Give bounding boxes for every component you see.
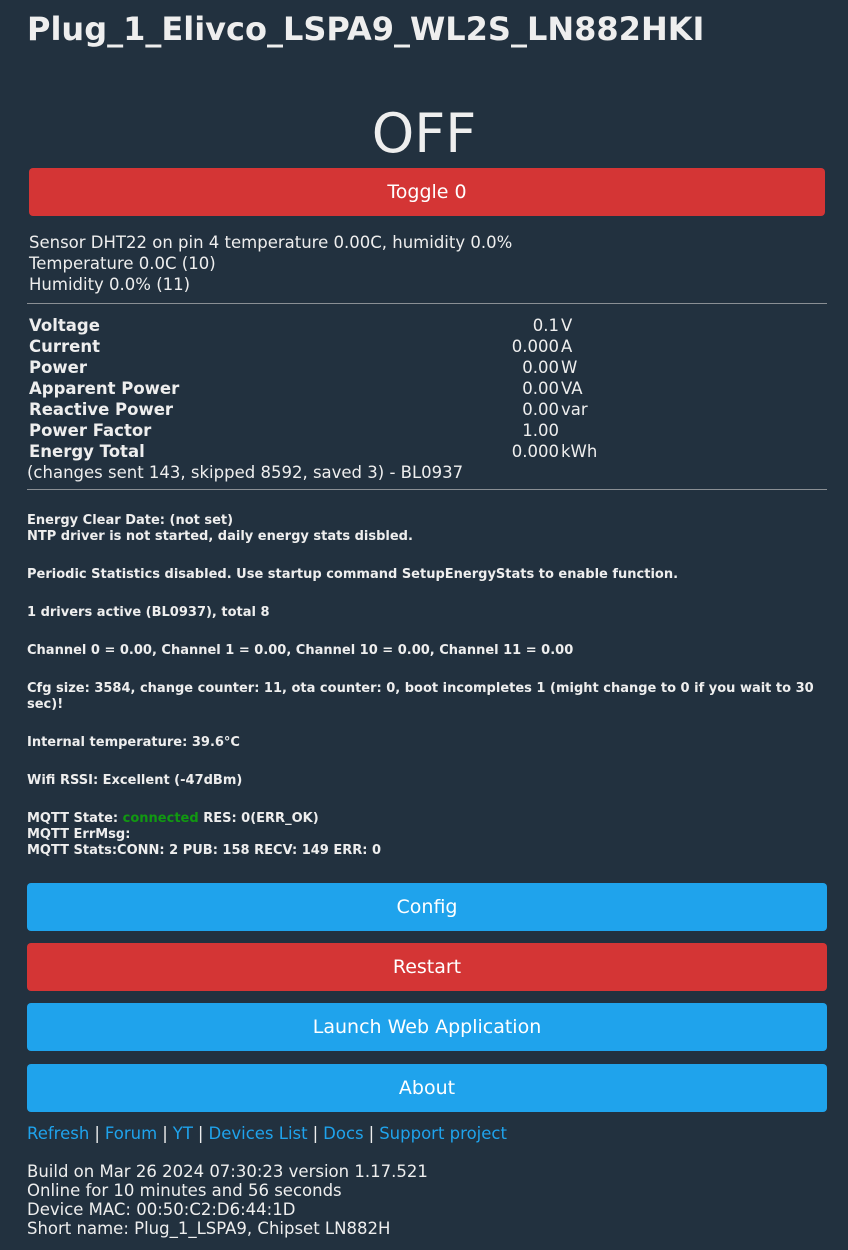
energy-label: Power Factor [29, 421, 152, 440]
link-separator: | [368, 1124, 375, 1143]
energy-table [29, 315, 729, 462]
short-name: Short name: Plug_1_LSPA9, Chipset LN882H [27, 1219, 391, 1238]
mqtt-res: RES: 0(ERR_OK) [198, 811, 319, 826]
mqtt-errmsg: MQTT ErrMsg: [27, 827, 131, 842]
mqtt-state [27, 811, 827, 827]
energy-label: Current [29, 337, 100, 356]
device-info-block [27, 513, 827, 859]
yt-link[interactable]: YT [172, 1124, 193, 1143]
launch-web-application-button[interactable]: Launch Web Application [27, 1003, 827, 1051]
relay-state-label: OFF [371, 102, 477, 165]
mqtt-connected-status: connected [122, 811, 199, 826]
divider [27, 489, 827, 490]
restart-button[interactable]: Restart [27, 943, 827, 991]
link-separator: | [312, 1124, 319, 1143]
channels-status: Channel 0 = 0.00, Channel 1 = 0.00, Channel 10 = 0.00, Channel 11 = 0.00 [27, 643, 574, 658]
uptime: Online for 10 minutes and 56 seconds [27, 1181, 342, 1200]
devices-list-link[interactable]: Devices List [208, 1124, 308, 1143]
energy-label: Power [29, 358, 87, 377]
energy-stats-note: (changes sent 143, skipped 8592, saved 3) - BL0937 [27, 463, 464, 482]
energy-label: Reactive Power [29, 400, 174, 419]
docs-link[interactable]: Docs [323, 1124, 364, 1143]
energy-value: 0.00 [522, 379, 559, 398]
energy-row-reactive-power [29, 399, 729, 420]
drivers-status: 1 drivers active (BL0937), total 8 [27, 605, 270, 620]
mqtt-state-label: MQTT State: [27, 811, 123, 826]
build-info [27, 1162, 428, 1238]
energy-value: 1.00 [522, 421, 559, 440]
internal-temperature: Internal temperature: 39.6°C [27, 735, 240, 750]
ntp-status: NTP driver is not started, daily energy stats disbled. [27, 529, 413, 544]
link-separator: | [94, 1124, 100, 1143]
mqtt-stats: MQTT Stats:CONN: 2 PUB: 158 RECV: 149 ERR: 0 [27, 843, 382, 858]
link-separator: | [162, 1124, 168, 1143]
humidity-line: Humidity 0.0% (11) [29, 275, 191, 294]
energy-unit: VA [561, 379, 583, 398]
link-separator: | [197, 1124, 204, 1143]
page-title: Plug_1_Elivco_LSPA9_WL2S_LN882HKI [27, 10, 705, 48]
divider [27, 303, 827, 304]
support-project-link[interactable]: Support project [379, 1124, 507, 1143]
energy-value: 0.000 [511, 337, 559, 356]
energy-value: 0.00 [522, 358, 559, 377]
periodic-stats-status: Periodic Statistics disabled. Use startup command SetupEnergyStats to enable function. [27, 567, 679, 582]
energy-row-current [29, 336, 729, 357]
toggle-0-button[interactable]: Toggle 0 [29, 168, 825, 216]
energy-value: 0.1 [532, 316, 559, 335]
energy-label: Apparent Power [29, 379, 180, 398]
energy-label: Voltage [29, 316, 100, 335]
energy-row-energy-total [29, 441, 729, 462]
energy-row-power-factor [29, 420, 729, 441]
energy-unit: W [561, 358, 578, 377]
energy-value: 0.000 [511, 442, 559, 461]
energy-row-apparent-power [29, 378, 729, 399]
cfg-status: Cfg size: 3584, change counter: 11, ota counter: 0, boot incompletes 1 (might change to 0 if you wait to 30 sec)! [27, 681, 814, 712]
temperature-line: Temperature 0.0C (10) [29, 254, 216, 273]
build-version: Build on Mar 26 2024 07:30:23 version 1.17.521 [27, 1162, 428, 1181]
energy-unit: var [561, 400, 588, 419]
forum-link[interactable]: Forum [104, 1124, 158, 1143]
footer-links [27, 1123, 507, 1145]
energy-unit: V [561, 316, 573, 335]
refresh-link[interactable]: Refresh [27, 1124, 90, 1143]
sensor-dht22-line: Sensor DHT22 on pin 4 temperature 0.00C, humidity 0.0% [29, 233, 513, 252]
sensor-readings [29, 232, 512, 295]
energy-value: 0.00 [522, 400, 559, 419]
energy-row-voltage [29, 315, 729, 336]
energy-label: Energy Total [29, 442, 145, 461]
config-button[interactable]: Config [27, 883, 827, 931]
energy-clear-date: Energy Clear Date: (not set) [27, 513, 234, 528]
wifi-rssi: Wifi RSSI: Excellent (-47dBm) [27, 773, 243, 788]
about-button[interactable]: About [27, 1064, 827, 1112]
energy-unit: kWh [561, 442, 598, 461]
energy-unit: A [561, 337, 573, 356]
device-mac: Device MAC: 00:50:C2:D6:44:1D [27, 1200, 296, 1219]
energy-row-power [29, 357, 729, 378]
